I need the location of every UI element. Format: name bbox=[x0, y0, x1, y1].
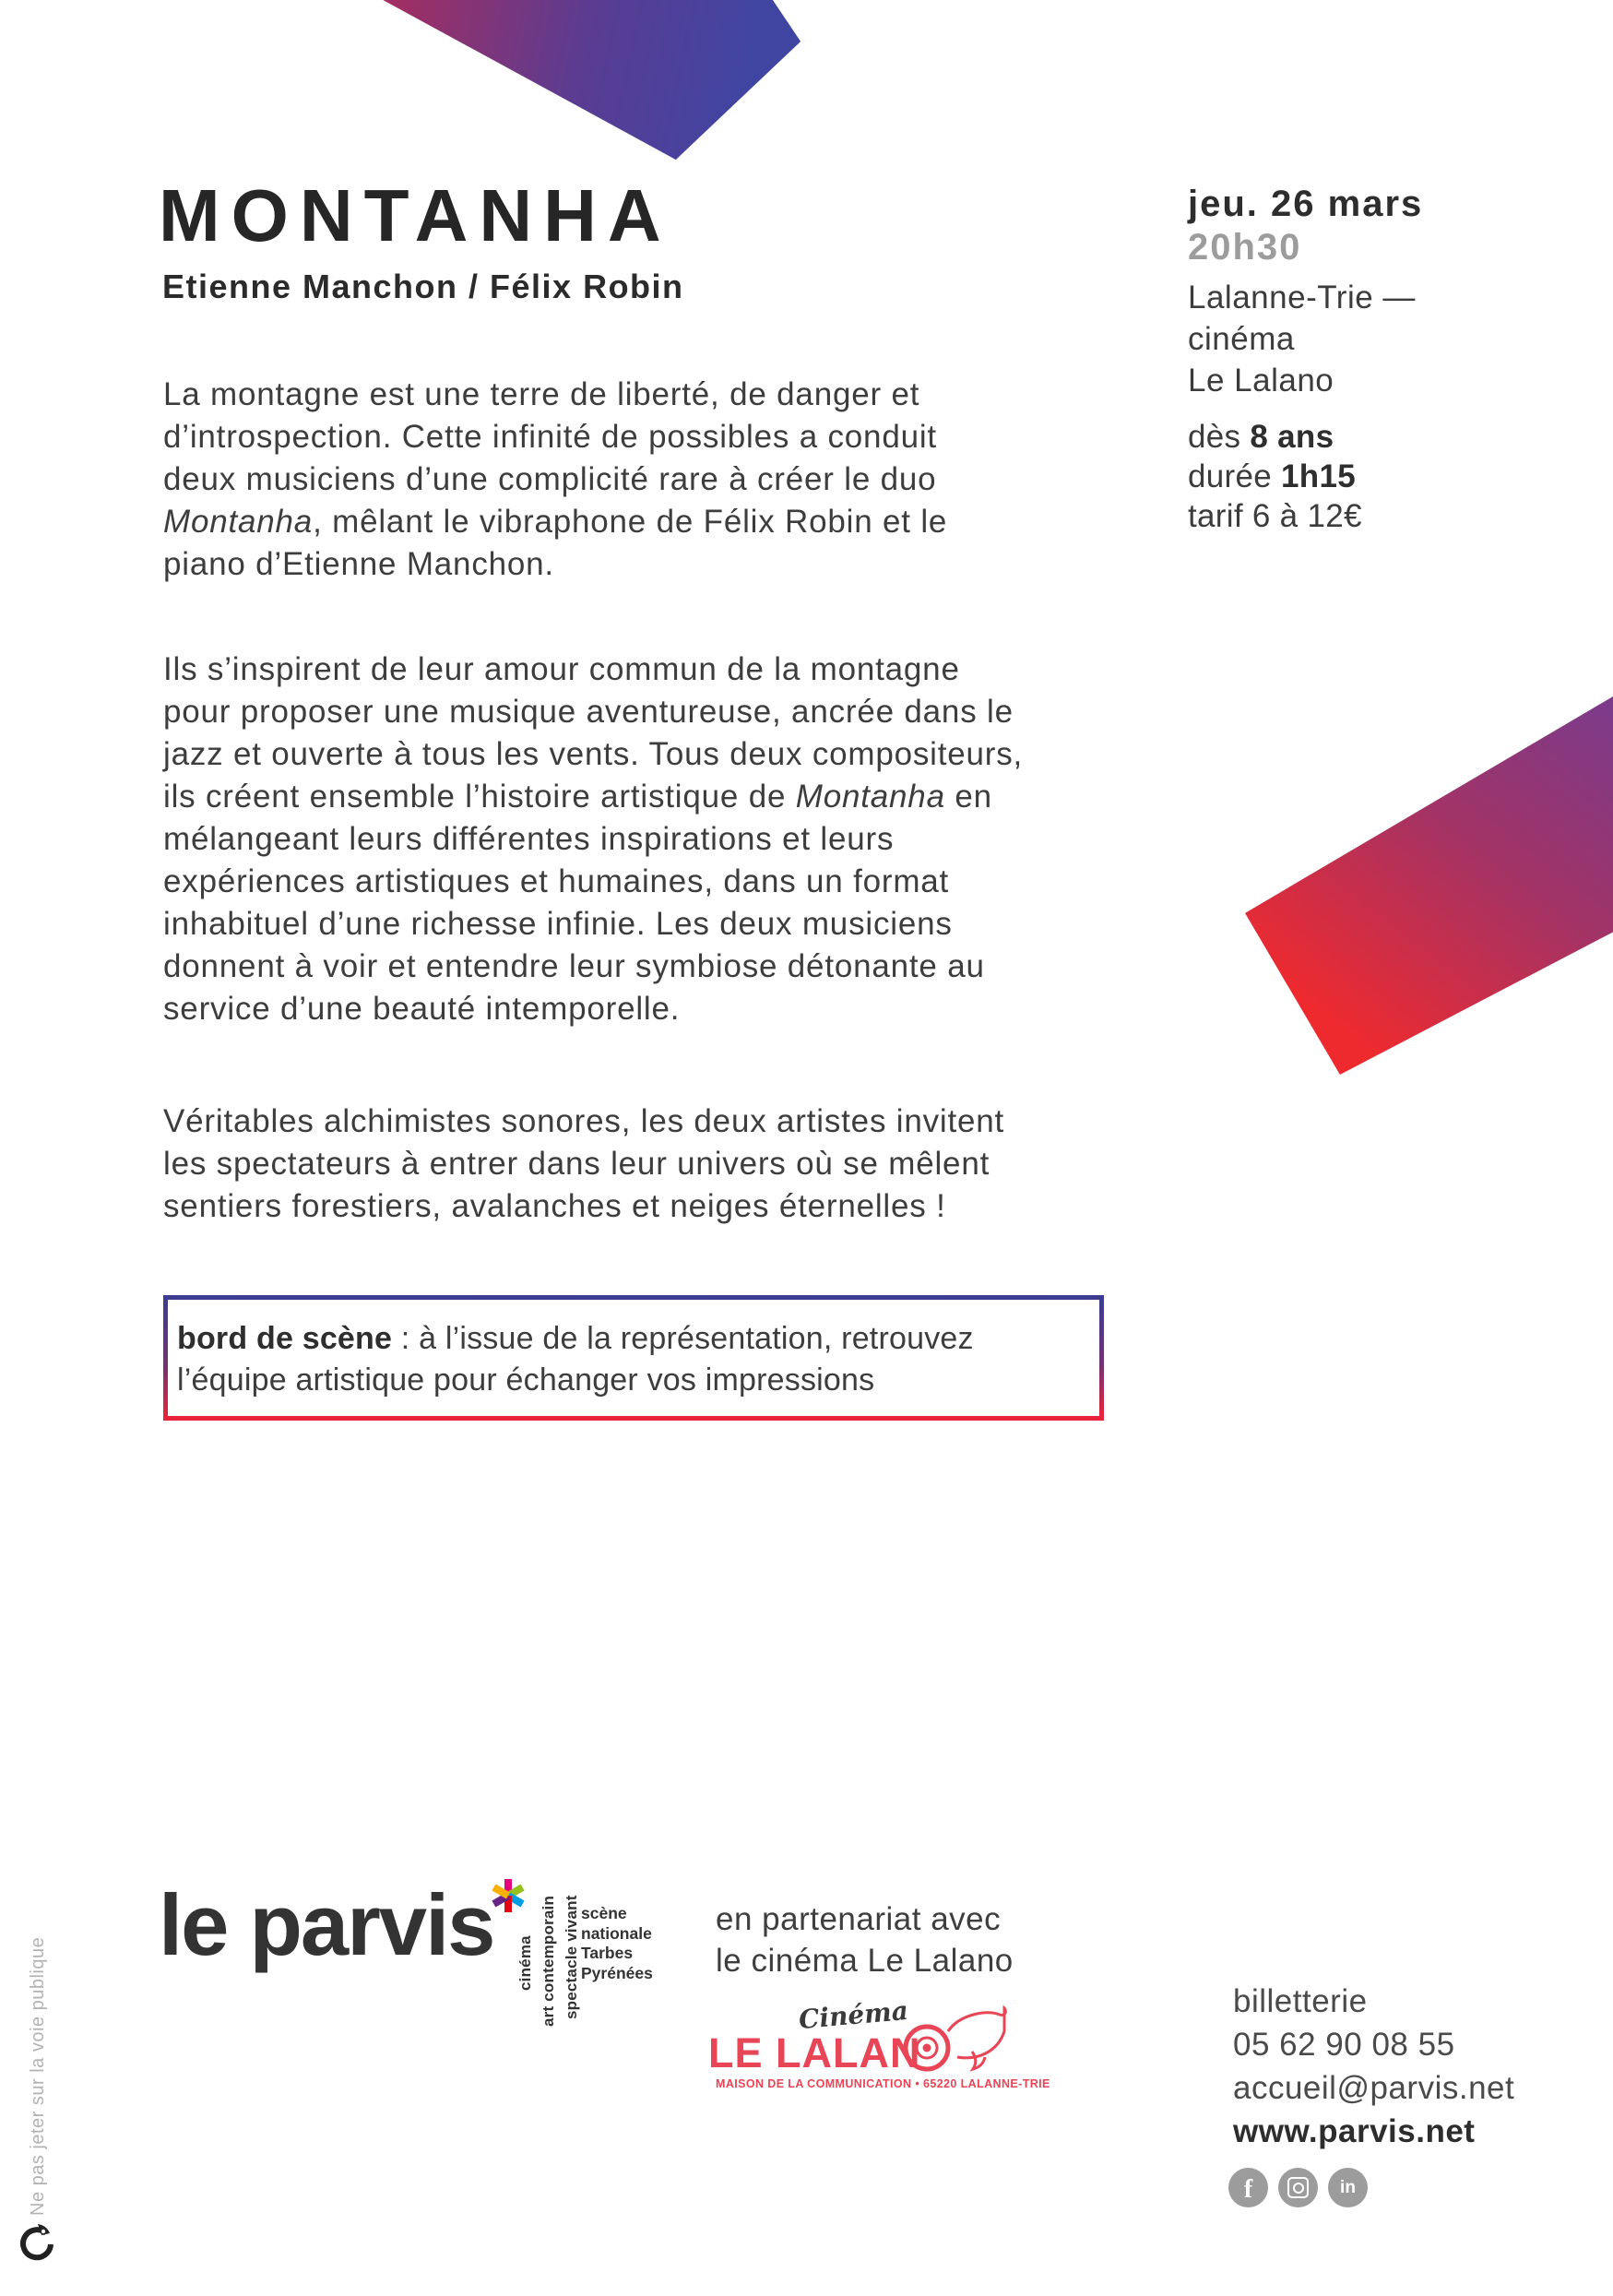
bord-de-scene-box bbox=[163, 1295, 1104, 1421]
partnership-text: en partenariat avec le cinéma Le Lalano bbox=[716, 1901, 1014, 1979]
linkedin-icon: in bbox=[1328, 2168, 1368, 2207]
parvis-logo: le parvis bbox=[159, 1876, 494, 1973]
event-artists: Etienne Manchon / Félix Robin bbox=[162, 268, 684, 305]
paragraph-1: La montagne est une terre de liberté, de danger et d’introspection. Cette infinité de possibles a conduit deux musiciens d’une complicité rare à créer le duo Montanha, mêlant le vibraphone de Félix Robin et le piano d’Etienne Manchon. bbox=[163, 376, 948, 582]
social-icons bbox=[1228, 2168, 1368, 2207]
lalano-tagline: MAISON DE LA COMMUNICATION • 65220 LALANNE-TRIE bbox=[716, 2077, 1050, 2090]
owl-icon bbox=[902, 2005, 1011, 2077]
facebook-icon: f bbox=[1228, 2168, 1268, 2207]
paragraph-3: Véritables alchimistes sonores, les deux artistes invitent les spectateurs à entrer dans leur univers où se mêlent sentiers forestiers, avalanches et neiges éternelles ! bbox=[163, 1103, 1005, 1224]
event-venue: Lalanne-Trie — cinéma Le Lalano bbox=[1188, 280, 1416, 399]
parvis-activity-cinema: cinéma bbox=[516, 1935, 534, 1991]
decorative-gradient-shape-right bbox=[1245, 696, 1613, 1077]
paragraph-2: Ils s’inspirent de leur amour commun de la montagne pour proposer une musique aventureuse, ancrée dans le jazz et ouverte à tous les vents. Tous deux compositeurs, ils créent ensemble l’histoire artistique de Montanha en mélangeant leurs différentes inspirations et leurs expériences artistiques et humaines, dans un format inhabituel d’une richesse infinie. Les deux musiciens donnent à voir et entendre leur symbiose détonante au service d’une beauté intemporelle. bbox=[163, 651, 1024, 1027]
parvis-activity-spectacle-vivant: spectacle vivant bbox=[563, 1895, 580, 2019]
event-time: 20h30 bbox=[1188, 227, 1302, 268]
page-title: MONTANHA bbox=[159, 174, 672, 256]
decorative-gradient-shape-top bbox=[374, 0, 802, 161]
lalano-script-text: Cinéma bbox=[797, 1994, 910, 2036]
contact-website: www.parvis.net bbox=[1233, 2113, 1476, 2149]
lalano-logo bbox=[708, 1994, 1050, 2105]
schedule-block bbox=[1188, 183, 1423, 401]
parvis-activity-art-contemporain: art contemporain bbox=[540, 1895, 557, 2027]
contact-block bbox=[1233, 1980, 1514, 2153]
recycle-bird-icon bbox=[13, 2221, 53, 2262]
lalano-name-text: LE LALAN bbox=[708, 2029, 921, 2076]
event-date: jeu. 26 mars bbox=[1188, 184, 1424, 224]
bord-de-scene-text: bord de scène : à l’issue de la représentation, retrouvez l’équipe artistique pour échanger vos impressions bbox=[177, 1321, 974, 1398]
camera-icon bbox=[1287, 2177, 1309, 2198]
parvis-asterisk-icon bbox=[487, 1874, 529, 1917]
contact-phone: 05 62 90 08 55 bbox=[1233, 2027, 1455, 2063]
contact-email: accueil@parvis.net bbox=[1233, 2070, 1515, 2106]
parvis-org-description: scène nationale Tarbes Pyrénées bbox=[581, 1904, 653, 1982]
contact-label: billetterie bbox=[1233, 1983, 1368, 2019]
instagram-icon bbox=[1278, 2168, 1318, 2207]
event-meta: dès 8 ans durée 1h15 tarif 6 à 12€ bbox=[1188, 419, 1362, 534]
do-not-litter-note: Ne pas jeter sur la voie publique bbox=[28, 1936, 48, 2216]
